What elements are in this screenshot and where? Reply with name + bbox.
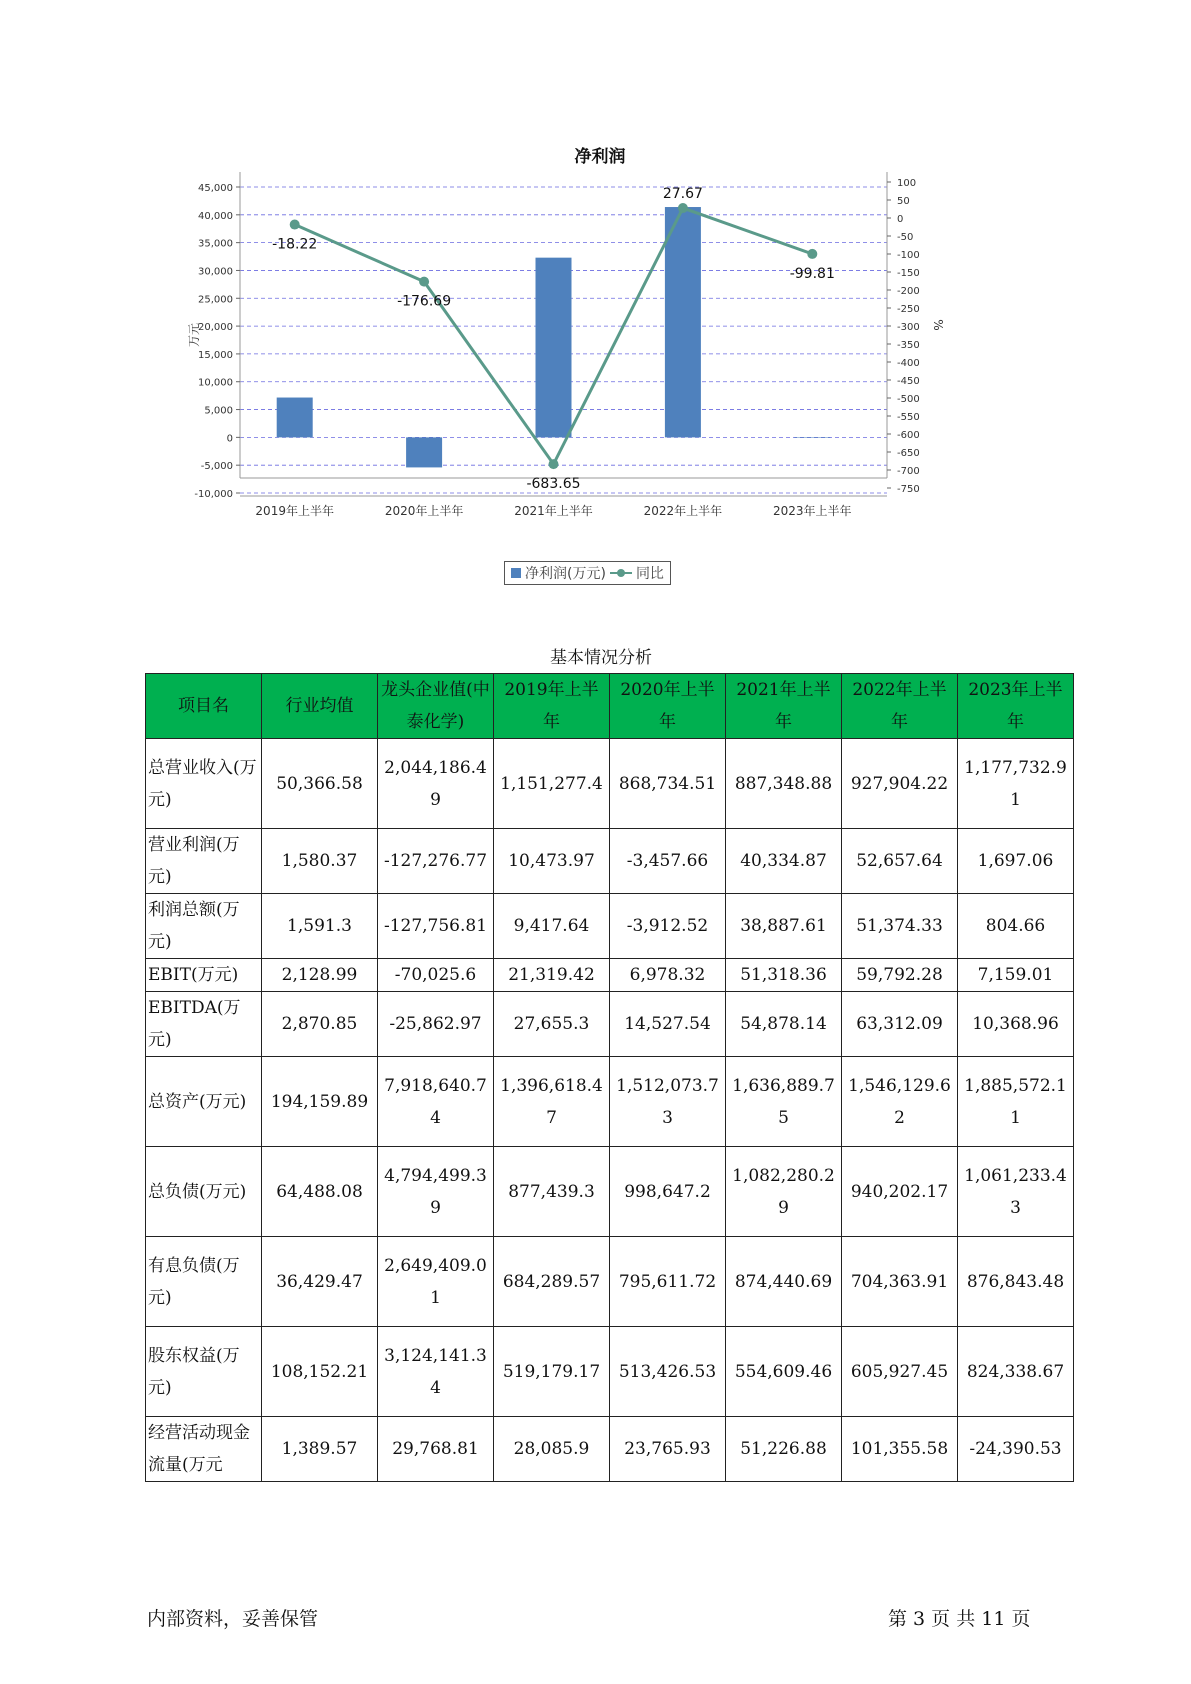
y-tick-label: 40,000 [198, 210, 233, 222]
value-cell: 804.66 [958, 894, 1074, 959]
value-cell: 795,611.72 [610, 1237, 726, 1327]
y2-tick-label: -650 [897, 448, 920, 459]
value-cell: -3,457.66 [610, 829, 726, 894]
right-axis [887, 172, 920, 495]
header-cell: 2023年上半年 [958, 674, 1074, 739]
row-label: EBIT(万元) [146, 959, 262, 992]
row-label: 经营活动现金流量(万元 [146, 1417, 262, 1482]
value-cell: 63,312.09 [842, 992, 958, 1057]
legend-line-label: 同比 [635, 566, 664, 582]
value-cell: -127,756.81 [378, 894, 494, 959]
y-tick-label: 0 [226, 433, 233, 445]
row-label: EBITDA(万元) [146, 992, 262, 1057]
table-row [146, 1327, 1074, 1417]
value-cell: 51,226.88 [726, 1417, 842, 1482]
value-cell: 1,885,572.11 [958, 1057, 1074, 1147]
header-cell: 行业均值 [262, 674, 378, 739]
value-cell: 868,734.51 [610, 739, 726, 829]
value-cell: 7,159.01 [958, 959, 1074, 992]
chart-svg [187, 130, 1010, 600]
y-tick-label: -5,000 [200, 461, 233, 473]
value-cell: 51,374.33 [842, 894, 958, 959]
yoy-point [678, 203, 688, 213]
chart-title: 净利润 [574, 147, 626, 167]
value-cell: 704,363.91 [842, 1237, 958, 1327]
y-tick-label: 5,000 [204, 405, 233, 417]
value-cell: 52,657.64 [842, 829, 958, 894]
value-cell: 27,655.3 [494, 992, 610, 1057]
y-axis-label: 万元 [187, 322, 201, 348]
value-cell: 519,179.17 [494, 1327, 610, 1417]
value-cell: 940,202.17 [842, 1147, 958, 1237]
value-cell: 824,338.67 [958, 1327, 1074, 1417]
yoy-point [549, 459, 559, 469]
net-profit-chart [187, 130, 990, 600]
value-cell: 101,355.58 [842, 1417, 958, 1482]
header-cell: 2019年上半年 [494, 674, 610, 739]
y-tick-label: 10,000 [198, 377, 233, 389]
yoy-point [419, 277, 429, 287]
value-cell: 605,927.45 [842, 1327, 958, 1417]
y2-tick-label: -150 [897, 268, 920, 279]
y-tick-label: 20,000 [198, 322, 233, 334]
value-cell: 14,527.54 [610, 992, 726, 1057]
x-axis [240, 496, 887, 518]
value-cell: 108,152.21 [262, 1327, 378, 1417]
value-cell: -24,390.53 [958, 1417, 1074, 1482]
table-caption: 基本情况分析 [550, 648, 652, 668]
y2-tick-label: -500 [897, 394, 920, 405]
left-axis [194, 172, 240, 500]
yoy-data-label: -18.22 [272, 236, 318, 253]
y2-tick-label: -100 [897, 250, 920, 261]
row-label: 总资产(万元) [146, 1057, 262, 1147]
y2-tick-label: -550 [897, 412, 920, 423]
y-tick-label: 35,000 [198, 238, 233, 250]
y2-tick-label: 0 [897, 214, 904, 225]
value-cell: 998,647.2 [610, 1147, 726, 1237]
value-cell: 887,348.88 [726, 739, 842, 829]
value-cell: 51,318.36 [726, 959, 842, 992]
value-cell: 927,904.22 [842, 739, 958, 829]
value-cell: 4,794,499.39 [378, 1147, 494, 1237]
value-cell: -127,276.77 [378, 829, 494, 894]
value-cell: 877,439.3 [494, 1147, 610, 1237]
value-cell: 1,580.37 [262, 829, 378, 894]
value-cell: 38,887.61 [726, 894, 842, 959]
row-label: 有息负债(万元) [146, 1237, 262, 1327]
value-cell: 1,636,889.75 [726, 1057, 842, 1147]
value-cell: 1,396,618.47 [494, 1057, 610, 1147]
chart-legend [504, 561, 671, 585]
value-cell: -70,025.6 [378, 959, 494, 992]
table-row [146, 1147, 1074, 1237]
value-cell: 2,649,409.01 [378, 1237, 494, 1327]
value-cell: 50,366.58 [262, 739, 378, 829]
table-row [146, 1057, 1074, 1147]
y-tick-label: 30,000 [198, 266, 233, 278]
yoy-data-label: -176.69 [397, 293, 452, 310]
value-cell: 554,609.46 [726, 1327, 842, 1417]
value-cell: 7,918,640.74 [378, 1057, 494, 1147]
net-profit-bar [277, 398, 313, 438]
row-label: 营业利润(万元) [146, 829, 262, 894]
yoy-data-label: -683.65 [526, 476, 581, 493]
y-tick-label: 45,000 [198, 183, 233, 194]
header-cell: 龙头企业值(中泰化学) [378, 674, 494, 739]
table-row [146, 829, 1074, 894]
row-label: 股东权益(万元) [146, 1327, 262, 1417]
y2-tick-label: 50 [897, 196, 910, 207]
y2-tick-label: -350 [897, 340, 920, 351]
yoy-data-label: 27.67 [662, 186, 703, 203]
value-cell: 23,765.93 [610, 1417, 726, 1482]
value-cell: 1,061,233.43 [958, 1147, 1074, 1237]
row-label: 总负债(万元) [146, 1147, 262, 1237]
y2-tick-label: -450 [897, 376, 920, 387]
y2-tick-label: -300 [897, 322, 920, 333]
value-cell: 2,870.85 [262, 992, 378, 1057]
value-cell: 59,792.28 [842, 959, 958, 992]
value-cell: 64,488.08 [262, 1147, 378, 1237]
value-cell: 6,978.32 [610, 959, 726, 992]
net-profit-bar [794, 437, 830, 438]
value-cell: 9,417.64 [494, 894, 610, 959]
y2-tick-label: -600 [897, 430, 920, 441]
y2-tick-label: -200 [897, 286, 920, 297]
value-cell: 876,843.48 [958, 1237, 1074, 1327]
value-cell: 36,429.47 [262, 1237, 378, 1327]
footer-page-number: 第 3 页 共 11 页 [888, 1608, 1031, 1630]
table-header-row [146, 674, 1074, 739]
value-cell: -25,862.97 [378, 992, 494, 1057]
y2-tick-label: -50 [897, 232, 914, 243]
value-cell: 2,128.99 [262, 959, 378, 992]
bar-legend-swatch [511, 568, 521, 578]
value-cell: 21,319.42 [494, 959, 610, 992]
value-cell: 513,426.53 [610, 1327, 726, 1417]
y2-tick-label: 100 [897, 178, 917, 189]
value-cell: 1,697.06 [958, 829, 1074, 894]
legend-bar-label: 净利润(万元) [525, 566, 606, 582]
value-cell: 1,389.57 [262, 1417, 378, 1482]
x-tick-label: 2022年上半年 [643, 504, 723, 518]
value-cell: 874,440.69 [726, 1237, 842, 1327]
line-legend-swatch [610, 568, 632, 578]
value-cell: 2,044,186.49 [378, 739, 494, 829]
value-cell: 40,334.87 [726, 829, 842, 894]
value-cell: 29,768.81 [378, 1417, 494, 1482]
value-cell: 54,878.14 [726, 992, 842, 1057]
header-cell: 2022年上半年 [842, 674, 958, 739]
table-row [146, 894, 1074, 959]
table-row [146, 1417, 1074, 1482]
yoy-point [807, 249, 817, 259]
value-cell: 1,512,073.73 [610, 1057, 726, 1147]
bars [277, 207, 831, 467]
value-cell: 28,085.9 [494, 1417, 610, 1482]
table-row [146, 992, 1074, 1057]
y2-tick-label: -250 [897, 304, 920, 315]
y2-tick-label: -400 [897, 358, 920, 369]
y2-tick-label: -750 [897, 484, 920, 495]
x-tick-label: 2019年上半年 [255, 504, 334, 518]
value-cell: 1,082,280.29 [726, 1147, 842, 1237]
net-profit-bar [406, 437, 442, 467]
value-cell: 3,124,141.34 [378, 1327, 494, 1417]
row-label: 总营业收入(万元) [146, 739, 262, 829]
basic-analysis-table [145, 673, 1074, 1482]
value-cell: 10,368.96 [958, 992, 1074, 1057]
table-row [146, 1237, 1074, 1327]
y-tick-label: 15,000 [198, 349, 233, 361]
net-profit-bar [536, 258, 572, 438]
value-cell: 1,591.3 [262, 894, 378, 959]
y2-axis-label: % [931, 319, 945, 331]
value-cell: 684,289.57 [494, 1237, 610, 1327]
y2-tick-label: -700 [897, 466, 920, 477]
yoy-data-label: -99.81 [789, 265, 835, 282]
header-cell: 项目名 [146, 674, 262, 739]
x-tick-label: 2020年上半年 [384, 504, 464, 518]
footer-confidential: 内部资料，妥善保管 [147, 1608, 319, 1630]
table-row [146, 739, 1074, 829]
value-cell: 1,546,129.62 [842, 1057, 958, 1147]
value-cell: 1,151,277.4 [494, 739, 610, 829]
x-tick-label: 2021年上半年 [514, 504, 593, 518]
value-cell: -3,912.52 [610, 894, 726, 959]
x-tick-label: 2023年上半年 [773, 504, 852, 518]
net-profit-bar [665, 207, 701, 437]
header-cell: 2021年上半年 [726, 674, 842, 739]
value-cell: 194,159.89 [262, 1057, 378, 1147]
header-cell: 2020年上半年 [610, 674, 726, 739]
yoy-point [290, 220, 300, 230]
row-label: 利润总额(万元) [146, 894, 262, 959]
y-tick-label: 25,000 [198, 294, 233, 306]
value-cell: 10,473.97 [494, 829, 610, 894]
value-cell: 1,177,732.91 [958, 739, 1074, 829]
table-row [146, 959, 1074, 992]
y-tick-label: -10,000 [194, 489, 233, 500]
